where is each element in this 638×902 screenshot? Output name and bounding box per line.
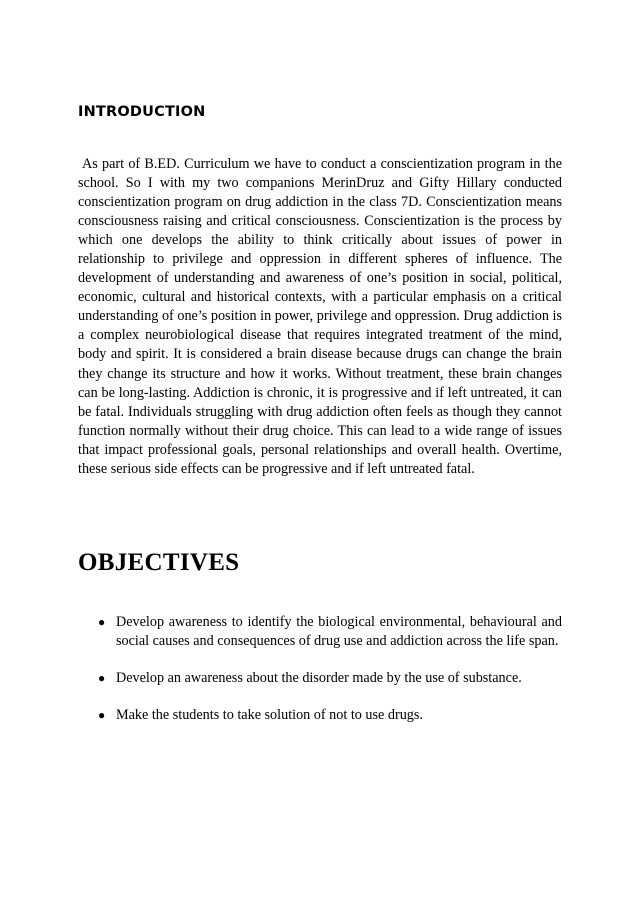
objectives-heading: OBJECTIVES <box>78 549 240 576</box>
bullet-icon: ● <box>98 615 106 629</box>
objectives-list <box>78 613 562 743</box>
bullet-icon: ● <box>98 708 106 723</box>
introduction-paragraph: As part of B.ED. Curriculum we have to conduct a conscientization program in the school. So I with my two companions MerinDruz and Gifty Hillary conducted conscientization program on drug addiction in the class 7D. Conscientization means consciousness raising and critical consciousness. Conscientization is the process by which one develops the ability to think critically about issues of power in relationship to privilege and oppression in different spheres of influence. The development of understanding and awareness of one’s position in social, political, economic, cultural and historical contexts, with a particular emphasis on a critical understanding of one’s position in power, privilege and oppression. Drug addiction is a complex neurobiological disease that requires integrated treatment of the mind, body and spirit. It is considered a brain disease because drugs can change the brain they change its structure and how it works. Without treatment, these brain changes can be long-lasting. Addiction is chronic, it is progressive and if left untreated, it can be fatal. Individuals struggling with drug addiction often feels as though they cannot function normally without their drug choice. This can lead to a wide range of issues that impact professional goals, personal relationships and overall health. Overtime, these serious side effects can be progressive and if left untreated fatal. <box>78 156 562 477</box>
objective-item <box>78 613 562 651</box>
objective-item <box>78 706 562 725</box>
objective-text: Develop an awareness about the disorder made by the use of substance. <box>116 670 522 687</box>
objective-text: Develop awareness to identify the biological environmental, behavioural and social causes and consequences of drug use and addiction across the life span. <box>116 614 562 650</box>
objective-text: Make the students to take solution of not to use drugs. <box>116 707 423 724</box>
objective-item <box>78 669 562 688</box>
introduction-heading: INTRODUCTION <box>78 104 206 120</box>
bullet-icon: ● <box>98 671 106 686</box>
